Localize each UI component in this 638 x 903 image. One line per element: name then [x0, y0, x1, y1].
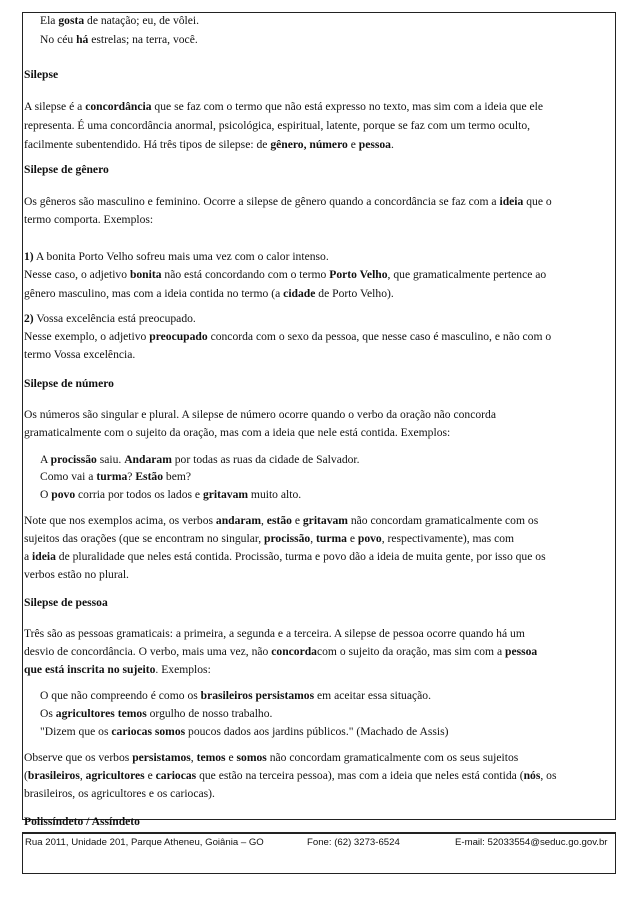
text-run: orgulho de nosso trabalho.: [146, 707, 273, 720]
bold-text: turma: [96, 470, 128, 483]
text-line: [24, 568, 129, 582]
bold-text: ideia: [32, 550, 56, 563]
text-line: [24, 312, 196, 326]
text-run: A bonita Porto Velho sofreu mais uma vez com o calor intenso.: [33, 250, 329, 263]
bold-text: brasileiros persistamos: [200, 689, 315, 702]
bold-text: estão: [266, 514, 292, 527]
text-line: [24, 330, 551, 344]
text-run: saiu.: [96, 453, 125, 466]
bold-text: concordância: [85, 100, 152, 113]
bold-text: Silepse: [24, 68, 59, 81]
bold-text: bonita: [129, 268, 162, 281]
bold-text: Silepse de número: [24, 377, 114, 390]
text-run: concorda com o sexo da pessoa, que nesse caso é masculino, e não com o: [207, 330, 552, 343]
bold-text: gritavam: [302, 514, 348, 527]
bold-text: agricultores: [85, 769, 145, 782]
section-heading: [24, 377, 114, 391]
text-run: ?: [127, 470, 136, 483]
text-run: de Porto Velho).: [315, 287, 394, 300]
text-run: desvio de concordância. O verbo, mais uma vez, não: [24, 645, 272, 658]
text-run: muito alto.: [248, 488, 302, 501]
bold-text: 1): [24, 250, 34, 263]
bold-text: 2): [24, 312, 34, 325]
text-run: corria por todos os lados e: [75, 488, 203, 501]
text-run: sujeitos das orações (que se encontram no singular,: [24, 532, 265, 545]
text-run: gênero masculino, mas com a ideia contida no termo (a: [24, 287, 284, 300]
text-run: , que gramaticalmente pertence ao: [387, 268, 547, 281]
text-line: [24, 550, 546, 564]
text-run: não concordam gramaticalmente com os: [347, 514, 539, 527]
text-run: e: [225, 751, 237, 764]
text-run: e: [346, 532, 358, 545]
bold-text: Silepse de pessoa: [24, 596, 108, 609]
text-run: facilmente subentendido. Há três tipos de silepse: de: [24, 138, 271, 151]
text-line: [40, 14, 199, 28]
bold-text: temos: [117, 707, 147, 720]
bold-text: andaram: [215, 514, 261, 527]
bold-text: temos: [196, 751, 226, 764]
text-run: ,: [261, 514, 267, 527]
bold-text: povo: [357, 532, 382, 545]
footer-phone: Fone: (62) 3273-6524: [307, 837, 400, 848]
text-run: e: [347, 138, 359, 151]
text-run: termo comporta. Exemplos:: [24, 213, 154, 226]
text-run: bem?: [163, 470, 192, 483]
bold-text: Polissíndeto / Assíndeto: [24, 815, 140, 828]
text-line: [24, 100, 543, 114]
text-run: de pluralidade que neles está contida. Procissão, turma e povo dão a ideia de muita gente, por isso que os: [55, 550, 546, 563]
section-heading: [24, 163, 109, 177]
text-run: que se faz com o termo que não está expresso no texto, mas sim com a ideia que ele: [151, 100, 544, 113]
text-line: [24, 408, 496, 422]
text-run: por todas as ruas da cidade de Salvador.: [171, 453, 360, 466]
text-line: [24, 195, 552, 209]
text-run: e: [144, 769, 156, 782]
text-run: que estão na terceira pessoa), mas com a ideia que neles está contida (: [196, 769, 524, 782]
text-run: que o: [523, 195, 552, 208]
text-run: não concordam gramaticalmente com os seus sujeitos: [266, 751, 519, 764]
bold-text: Estão: [135, 470, 164, 483]
text-run: O: [40, 488, 52, 501]
text-run: estrelas; na terra, você.: [88, 33, 198, 46]
text-run: Três são as pessoas gramaticais: a primeira, a segunda e a terceira. A silepse de pessoa ocorre quando há um: [24, 627, 525, 640]
text-run: .: [390, 138, 394, 151]
text-run: Vossa excelência está preocupado.: [33, 312, 196, 325]
footer-email: E-mail: 52033554@seduc.go.gov.br: [455, 837, 608, 848]
text-line: [40, 707, 272, 721]
text-run: Note que nos exemplos acima, os verbos: [24, 514, 216, 527]
text-line: [24, 426, 450, 440]
text-run: Nesse exemplo, o adjetivo: [24, 330, 150, 343]
text-run: Nesse caso, o adjetivo: [24, 268, 130, 281]
text-run: Como vai a: [40, 470, 97, 483]
bold-text: gênero, número: [270, 138, 348, 151]
text-run: termo Vossa excelência.: [24, 348, 136, 361]
text-line: [24, 213, 153, 227]
bold-text: concorda: [271, 645, 317, 658]
text-run: A silepse é a: [24, 100, 86, 113]
text-run: de natação; eu, de vôlei.: [84, 14, 200, 27]
text-run: e: [291, 514, 303, 527]
bold-text: pessoa: [505, 645, 538, 658]
text-line: [24, 645, 537, 659]
bold-text: Andaram: [124, 453, 172, 466]
bold-text: cariocas: [155, 769, 197, 782]
text-run: com o sujeito da oração, mas sim com a: [316, 645, 506, 658]
section-heading: [24, 68, 58, 82]
text-run: a: [24, 550, 33, 563]
bold-text: somos: [236, 751, 267, 764]
text-line: [40, 725, 448, 739]
text-run: não está concordando com o termo: [161, 268, 330, 281]
text-run: Os gêneros são masculino e feminino. Ocorre a silepse de gênero quando a concordância se faz com a: [24, 195, 500, 208]
text-line: [24, 287, 394, 301]
footer-address: Rua 2011, Unidade 201, Parque Atheneu, Goiânia – GO: [25, 837, 264, 848]
page-footer: [22, 832, 616, 874]
text-run: A: [40, 453, 51, 466]
text-run: Os: [40, 707, 56, 720]
bold-text: há: [76, 33, 89, 46]
bold-text: agricultores: [55, 707, 115, 720]
text-line: [24, 348, 135, 362]
bold-text: gosta: [58, 14, 85, 27]
text-line: [24, 514, 538, 528]
bold-text: nós: [523, 769, 541, 782]
text-run: "Dizem que os: [40, 725, 112, 738]
text-line: [24, 627, 525, 641]
bold-text: preocupado: [149, 330, 208, 343]
text-run: Ela: [40, 14, 59, 27]
text-line: [40, 488, 301, 502]
bold-text: cidade: [283, 287, 316, 300]
text-run: ,: [79, 769, 86, 782]
bold-text: Silepse de gênero: [24, 163, 109, 176]
text-line: [40, 689, 431, 703]
text-run: brasileiros, os agricultores e os cariocas).: [24, 787, 215, 800]
text-line: [24, 119, 530, 133]
bold-text: ideia: [499, 195, 524, 208]
text-run: No céu: [40, 33, 77, 46]
text-line: [40, 470, 191, 484]
text-run: . Exemplos:: [155, 663, 211, 676]
bold-text: turma: [316, 532, 347, 545]
text-run: ,: [190, 751, 197, 764]
bold-text: povo: [51, 488, 76, 501]
text-run: Os números são singular e plural. A silepse de número ocorre quando o verbo da oração não concorda: [24, 408, 496, 421]
text-run: ,: [310, 532, 317, 545]
text-run: verbos estão no plural.: [24, 568, 129, 581]
text-line: [24, 769, 556, 783]
bold-text: Porto Velho: [329, 268, 388, 281]
bold-text: persistamos: [132, 751, 191, 764]
section-heading: [24, 596, 108, 610]
bold-text: procissão: [264, 532, 311, 545]
text-run: , os: [540, 769, 557, 782]
text-line: [24, 250, 329, 264]
bold-text: procissão: [50, 453, 97, 466]
text-run: (: [24, 769, 28, 782]
text-line: [24, 532, 514, 546]
text-run: , respectivamente), mas com: [381, 532, 515, 545]
text-run: O que não compreendo é como os: [40, 689, 201, 702]
text-line: [24, 751, 518, 765]
text-line: [40, 33, 198, 47]
text-run: gramaticalmente com o sujeito da oração, mas com a ideia que nele está contida. Exemplos:: [24, 426, 451, 439]
section-heading: [24, 815, 140, 829]
text-line: [40, 453, 360, 467]
bold-text: que está inscrita no sujeito: [24, 663, 156, 676]
text-line: [24, 268, 546, 282]
text-run: em aceitar essa situação.: [314, 689, 431, 702]
text-run: representa. É uma concordância anormal, psicológica, espiritual, latente, porque se faz com um termo oculto,: [24, 119, 531, 132]
bold-text: gritavam: [202, 488, 249, 501]
text-line: [24, 663, 211, 677]
bold-text: brasileiros: [27, 769, 80, 782]
bold-text: pessoa: [358, 138, 391, 151]
text-line: [24, 787, 215, 801]
bold-text: cariocas somos: [111, 725, 186, 738]
text-run: Observe que os verbos: [24, 751, 133, 764]
text-run: poucos dados aos jardins públicos." (Machado de Assis): [185, 725, 449, 738]
text-line: [24, 138, 394, 152]
